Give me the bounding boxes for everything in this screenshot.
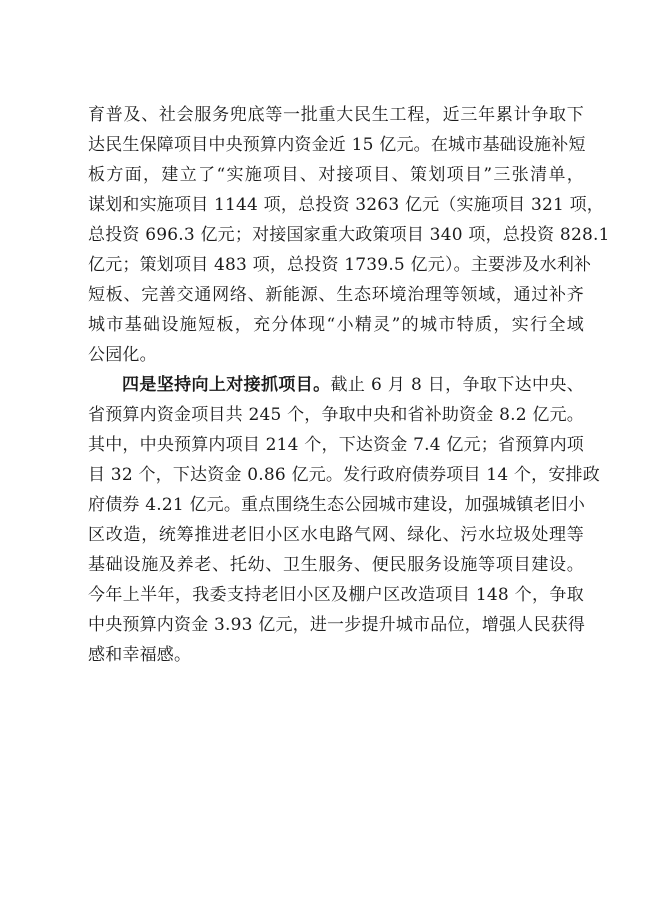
paragraph-line: 谋划和实施项目 1144 项，总投资 3263 亿元（实施项目 321 项， [88, 195, 604, 215]
paragraph-line: 区改造，统筹推进老旧小区水电路气网、绿化、污水垃圾处理等 [88, 525, 584, 545]
paragraph-line: 省预算内资金项目共 245 个，争取中央和省补助资金 8.2 亿元。 [88, 405, 584, 425]
paragraph-line: 城市基础设施短板，充分体现“小精灵”的城市特质，实行全域 [88, 315, 584, 335]
paragraph-1 [88, 100, 610, 370]
paragraph-line: 其中，中央预算内项目 214 个，下达资金 7.4 亿元；省预算内项 [88, 435, 584, 455]
paragraph-line: 达民生保障项目中央预算内资金近 15 亿元。在城市基础设施补短 [88, 135, 586, 155]
paragraph-line: 总投资 696.3 亿元；对接国家重大政策项目 340 项，总投资 828.1 [88, 225, 610, 245]
paragraph-line: 短板、完善交通网络、新能源、生态环境治理等领域，通过补齐 [88, 285, 584, 305]
paragraph-line: 板方面，建立了“实施项目、对接项目、策划项目”三张清单， [88, 165, 584, 185]
paragraph-line: 基础设施及养老、托幼、卫生服务、便民服务设施等项目建设。 [88, 555, 584, 575]
paragraph-line: 目 32 个，下达资金 0.86 亿元。发行政府债券项目 14 个，安排政 [88, 465, 600, 485]
paragraph-line: 感和幸福感。 [88, 645, 192, 665]
paragraph-line: 公园化。 [88, 345, 157, 365]
paragraph-first-line [88, 370, 584, 400]
paragraph-line-rest: 截止 6 月 8 日，争取下达中央、 [330, 375, 584, 395]
body-text [88, 100, 610, 670]
section-heading: 四是坚持向上对接抓项目。 [122, 375, 331, 395]
paragraph-line: 今年上半年，我委支持老旧小区及棚户区改造项目 148 个，争取 [88, 585, 584, 605]
paragraph-line: 中央预算内资金 3.93 亿元，进一步提升城市品位，增强人民获得 [88, 615, 586, 635]
paragraph-line: 亿元；策划项目 483 项，总投资 1739.5 亿元）。主要涉及水利补 [88, 255, 592, 275]
paragraph-line: 府债券 4.21 亿元。重点围绕生态公园城市建设，加强城镇老旧小 [88, 495, 586, 515]
paragraph-line: 育普及、社会服务兜底等一批重大民生工程，近三年累计争取下 [88, 105, 584, 125]
paragraph-2 [88, 370, 600, 670]
